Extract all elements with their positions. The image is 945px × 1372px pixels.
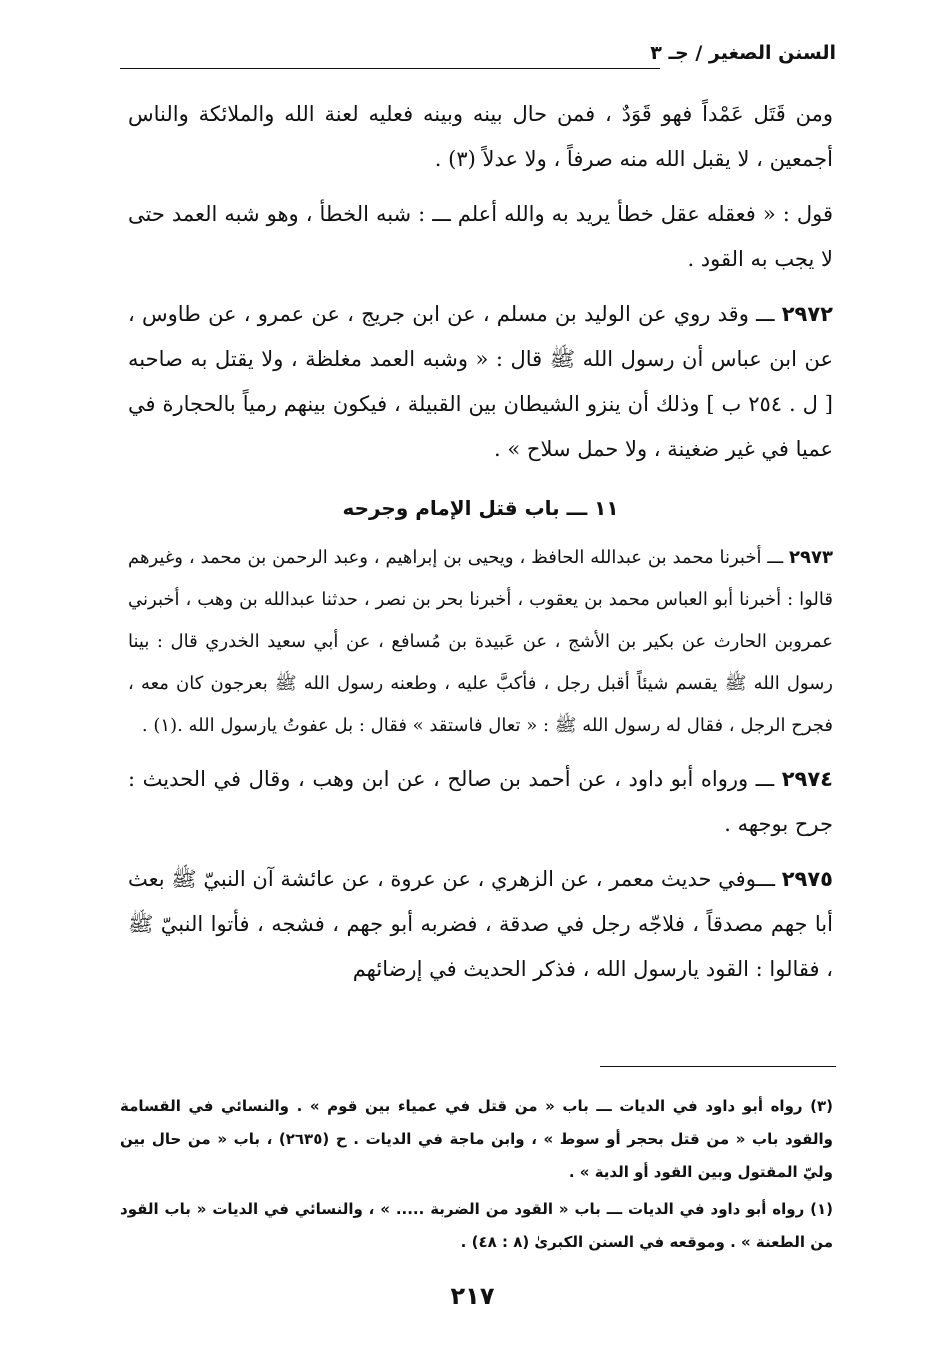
hadith-number: ٢٩٧٣ bbox=[789, 547, 833, 568]
hadith-text: ـــوفي حديث معمر ، عن الزهري ، عن عروة ، عن عائشة آن النبيّ ﷺ بعث أبا جهم مصدقاً ، فلاجّه رجل في صدقة ، فضربه أبو جهم ، فشجه ، فأتوا النبيّ ﷺ ، فقالوا : القود يارسول الله ، فذكر الحديث في إرضائهم bbox=[128, 867, 833, 981]
hadith-2972 bbox=[128, 292, 833, 472]
page-number: ٢١٧ bbox=[450, 1282, 495, 1310]
hadith-number: ٢٩٧٢ bbox=[781, 302, 833, 326]
running-title: السنن الصغير / جـ ٣ bbox=[650, 42, 836, 64]
hadith-2973 bbox=[128, 537, 833, 747]
hadith-2974 bbox=[128, 757, 833, 847]
hadith-2975 bbox=[128, 857, 833, 992]
hadith-text: ـــ وقد روي عن الوليد بن مسلم ، عن ابن جريج ، عن عمرو ، عن طاوس ، عن ابن عباس أن رسول الله ﷺ قال : « وشبه العمد مغلظة ، ولا يقتل به صاحبه [ ل . ٢٥٤ ب ] وذلك أن ينزو الشيطان بين القبيلة ، فيكون بينهم رمياً بالحجارة في عميا في غير ضغينة ، ولا حمل سلاح » . bbox=[128, 302, 833, 461]
header-rule bbox=[120, 68, 660, 69]
paragraph-1: ومن قَتَل عَمْداً فهو قَوَدٌ ، فمن حال بينه وبينه فعليه لعنة الله والملائكة والناس أجمعين ، لا يقبل الله منه صرفاً ، ولا عدلاً (٣) . bbox=[128, 102, 833, 171]
paragraph-2: قول : « فعقله عقل خطأ يريد به والله أعلم ـــ : شبه الخطأ ، وهو شبه العمد حتى لا يجب به القود . bbox=[128, 202, 833, 271]
footnote-1: (١) رواه أبو داود في الديات ـــ باب « القود من الضربة ..... » ، والنسائي في الديات « باب القود من الطعنة » . وموقعه في السنن الكبرىٰ (٨ : ٤٨) . bbox=[120, 1200, 833, 1251]
footnotes bbox=[120, 1090, 833, 1263]
hadith-text: ـــ ورواه أبو داود ، عن أحمد بن صالح ، عن ابن وهب ، وقال في الحديث : جرح بوجهه . bbox=[128, 767, 833, 836]
chapter-heading: ١١ ـــ باب قتل الإمام وجرحه bbox=[342, 496, 619, 520]
running-header bbox=[120, 40, 836, 74]
hadith-number: ٢٩٧٤ bbox=[781, 767, 833, 791]
footnote-rule bbox=[600, 1066, 836, 1067]
main-text bbox=[128, 92, 833, 1002]
hadith-text: ـــ أخبرنا محمد بن عبدالله الحافظ ، ويحيى بن إبراهيم ، وعبد الرحمن بن محمد ، وغيرهم قالوا : أخبرنا أبو العباس محمد بن يعقوب ، أخبرنا بحر بن نصر ، حدثنا عبدالله بن وهب ، أخبرني عمروبن الحارث عن بكير بن الأشج ، عن عَبيدة بن مُسافع ، عن أبي سعيد الخدري قال : بينا رسول الله ﷺ يقسم شيئاً أقبل رجل ، فأكبَّ عليه ، وطعنه رسول الله ﷺ بعرجون كان معه ، فجرح الرجل ، فقال له رسول الله ﷺ : « تعال فاستقد » فقال : بل عفوتُ يارسول الله .(١) . bbox=[128, 547, 833, 736]
footnote-3: (٣) رواه أبو داود في الديات ـــ باب « من قتل في عمياء بين قوم » . والنسائي في القسامة والقود باب « من قتل بحجر أو سوط » ، وابن ماجة في الديات . ح (٢٦٣٥) ، باب « من حال بين وليّ المقتول وبين القود أو الدية » . bbox=[120, 1097, 833, 1181]
hadith-number: ٢٩٧٥ bbox=[781, 867, 833, 891]
